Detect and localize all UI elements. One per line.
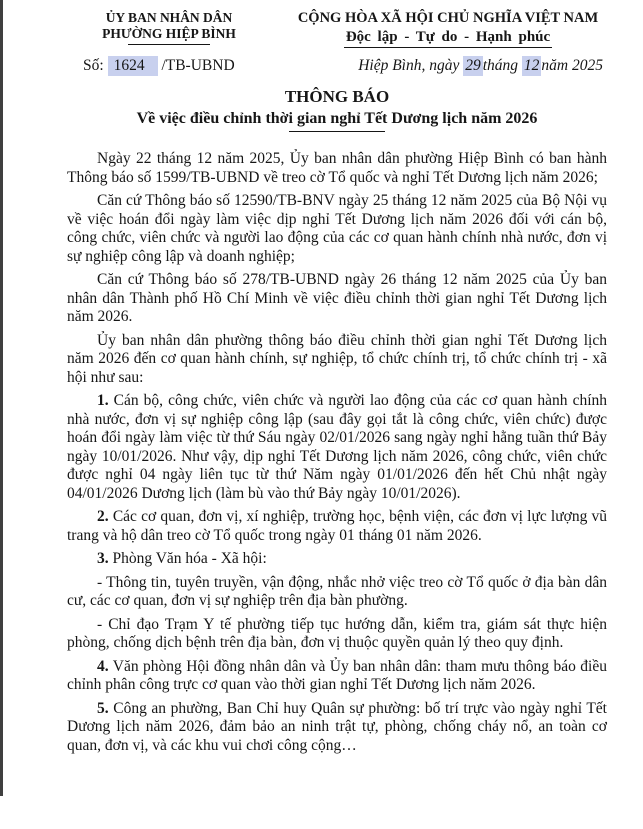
paragraph: [67, 658, 607, 695]
document-type-title: THÔNG BÁO: [284, 87, 390, 106]
national-motto-line1: CỘNG HÒA XÃ HỘI CHỦ NGHĨA VIỆT NAM: [297, 10, 599, 26]
paragraph-text: Cán bộ, công chức, viên chức và người lao động của các cơ quan hành chính nhà nước, đơn vị sự nghiệp công lập (sau đây gọi tắt là công chức, viên chức) được hoán đổi ngày làm việc từ thứ Sáu ngày 02/01/2026 sang ngày nghỉ hằng tuần thứ Bảy ngày 10/01/2026. Như vậy, dịp nghỉ Tết Dương lịch năm 2026, công chức, viên chức được nghỉ 04 ngày liên tục từ thứ Năm ngày 01/01/2026 đến hết Chủ nhật ngày 04/01/2026 Dương lịch (làm bù vào thứ Bảy ngày 10/01/2026).: [67, 392, 608, 502]
year-label: năm 2025: [541, 57, 603, 74]
paragraph: [67, 508, 607, 545]
document-header: [67, 10, 607, 48]
document-body: [67, 150, 607, 755]
divider: [128, 44, 210, 45]
document-title-block: [67, 87, 607, 132]
paragraph-text: Căn cứ Thông báo số 12590/TB-BNV ngày 25 tháng 12 năm 2025 của Bộ Nội vụ về việc hoán đổi ngày làm việc dịp nghỉ Tết Dương lịch năm 2026 đối với cán bộ, công chức, viên chức và người lao động của các cơ quan hành chính nhà nước, đơn vị sự nghiệp công lập và doanh nghiệp;: [67, 192, 607, 265]
paragraph-text: Ngày 22 tháng 12 năm 2025, Ủy ban nhân dân phường Hiệp Bình có ban hành Thông báo số 1599/TB-UBND về treo cờ Tổ quốc và nghỉ Tết Dương lịch năm 2026;: [67, 150, 607, 186]
paragraph-text: Các cơ quan, đơn vị, xí nghiệp, trường học, bệnh viện, các đơn vị lực lượng vũ trang và hộ dân treo cờ Tổ quốc trong ngày 01 tháng 01 năm 2026.: [67, 508, 607, 544]
paragraph-text: Văn phòng Hội đồng nhân dân và Ủy ban nhân dân: tham mưu thông báo điều chỉnh phân công trực cơ quan vào thời gian nghỉ Tết Dương lịch năm 2026.: [67, 657, 607, 693]
paragraph: [67, 192, 607, 266]
paragraph: [67, 550, 607, 569]
paragraph-lead: 1.: [97, 392, 109, 409]
paragraph-text: Ủy ban nhân dân phường thông báo điều chỉnh thời gian nghỉ Tết Dương lịch năm 2026 đến cơ quan hành chính, sự nghiệp, tổ chức chính trị, tổ chức chính trị - xã hội như sau:: [67, 331, 607, 386]
paragraph-text: Căn cứ Thông báo số 278/TB-UBND ngày 26 tháng 12 năm 2025 của Ủy ban nhân dân Thành phố Hồ Chí Minh về việc điều chỉnh thời gian nghỉ Tết Dương lịch năm 2026.: [67, 271, 607, 325]
paragraph-lead: 2.: [97, 508, 109, 525]
document-content: [67, 10, 607, 760]
paragraph-lead: 5.: [97, 699, 109, 717]
paragraph-text: - Chỉ đạo Trạm Y tế phường tiếp tục hướng dẫn, kiểm tra, giám sát thực hiện phòng, chống dịch bệnh trên địa bàn, đơn vị thuộc quyền quản lý theo quy định.: [67, 615, 607, 651]
month-field[interactable]: 12: [523, 57, 540, 74]
paragraph-text: Công an phường, Ban Chỉ huy Quân sự phường: bố trí trực vào ngày nghỉ Tết Dương lịch năm 2026, đảm bảo an ninh trật tự, phòng, chống cháy nổ, an toàn cơ quan, đơn vị, và các khu vui chơi công cộng…: [67, 699, 607, 754]
paragraph: [67, 616, 607, 653]
document-number-label: Số:: [83, 57, 104, 74]
paragraph: [67, 700, 607, 756]
place-date-prefix: Hiệp Bình, ngày: [358, 57, 460, 74]
document-number: [83, 57, 235, 75]
national-header-block: [289, 10, 607, 48]
issuer-line1: ỦY BAN NHÂN DÂN: [105, 10, 233, 25]
day-field[interactable]: 29: [465, 57, 481, 74]
page-edge-line: [0, 0, 3, 796]
national-motto-line2: Độc lập - Tự do - Hạnh phúc: [344, 28, 552, 48]
place-date-line: [358, 57, 603, 75]
paragraph-text: Phòng Văn hóa - Xã hội:: [112, 550, 267, 567]
issuer-line2: PHƯỜNG HIỆP BÌNH: [102, 26, 236, 41]
paragraph-lead: 4.: [97, 657, 109, 675]
divider: [289, 131, 385, 132]
paragraph: [67, 332, 607, 388]
number-date-row: [67, 57, 607, 75]
paragraph: [67, 271, 607, 327]
issuer-block: [67, 10, 271, 45]
document-number-suffix: /TB-UBND: [161, 57, 235, 74]
paragraph-text: - Thông tin, tuyên truyền, vận động, nhắc nhở việc treo cờ Tổ quốc ở địa bàn dân cư, các cơ quan, đơn vị sự nghiệp trên địa bàn phường.: [67, 573, 607, 609]
month-label: tháng: [482, 57, 519, 74]
paragraph: [67, 392, 607, 503]
paragraph: [67, 574, 607, 611]
document-subject-title: Về việc điều chỉnh thời gian nghỉ Tết Dương lịch năm 2026: [136, 110, 538, 127]
paragraph: [67, 150, 607, 187]
document-number-field[interactable]: 1624: [108, 56, 158, 76]
paragraph-lead: 3.: [97, 550, 109, 567]
